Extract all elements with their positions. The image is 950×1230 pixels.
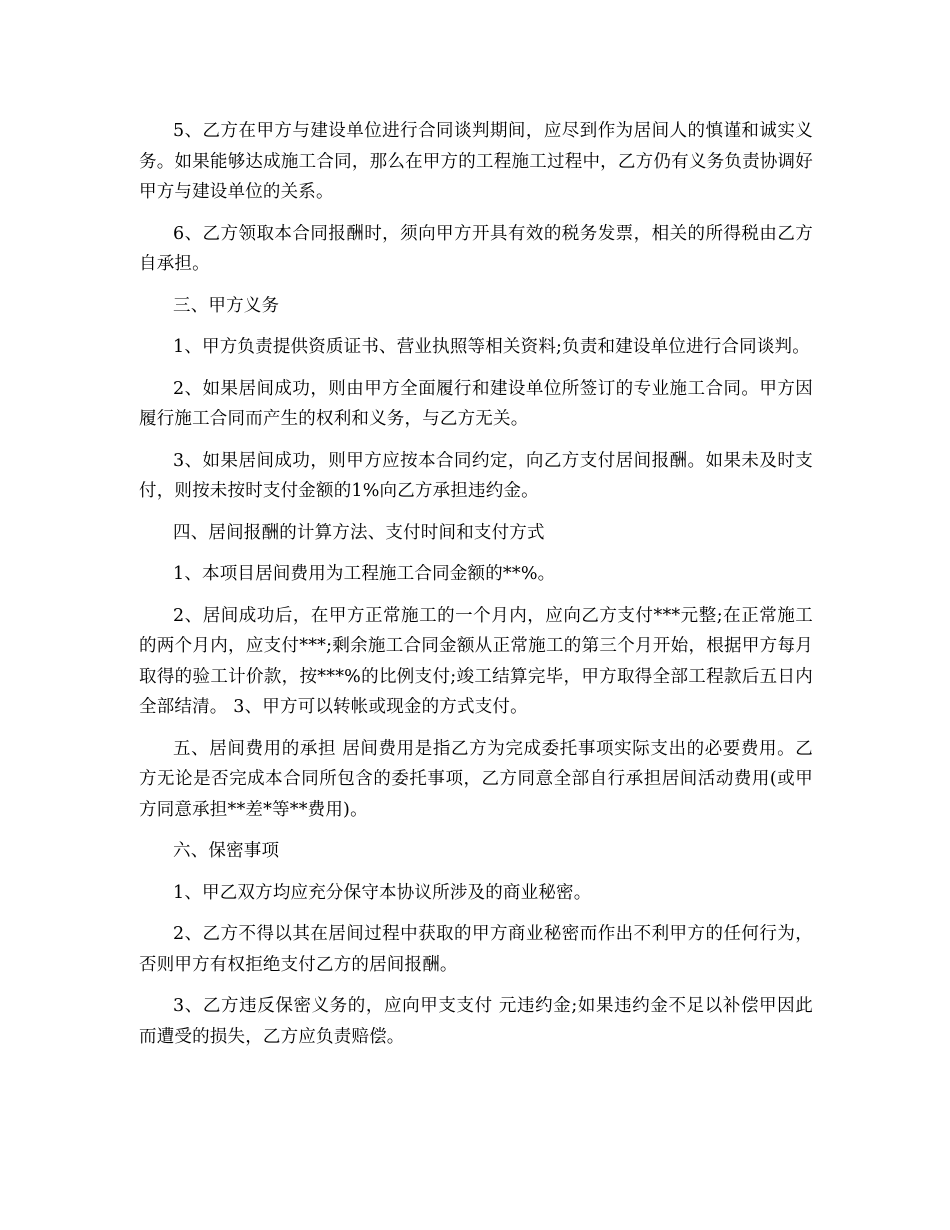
paragraph-clause-6-1: 1、甲乙双方均应充分保守本协议所涉及的商业秘密。 <box>173 882 592 903</box>
paragraph-clause-3-1: 1、甲方负责提供资质证书、营业执照等相关资料;负责和建设单位进行合同谈判。 <box>173 337 810 357</box>
paragraph-clause-3-3: 3、如果居间成功，则甲方应按本合同约定，向乙方支付居间报酬。如果未及时支付，则按未按时支付金额的1%向乙方承担违约金。 <box>139 450 813 501</box>
paragraph-section-5: 五、居间费用的承担 居间费用是指乙方为完成委托事项实际支出的必要费用。乙方无论是否完成本合同所包含的委托事项，乙方同意全部自行承担居间活动费用(或甲方同意承担**差*等**费用)。 <box>139 738 813 820</box>
paragraph-clause-6-3: 3、乙方违反保密义务的，应向甲支支付 元违约金;如果违约金不足以补偿甲因此而遭受的损失，乙方应负责赔偿。 <box>139 996 813 1047</box>
paragraph-clause-3-2: 2、如果居间成功，则由甲方全面履行和建设单位所签订的专业施工合同。甲方因履行施工合同而产生的权利和义务，与乙方无关。 <box>139 378 813 429</box>
section-heading-6: 六、保密事项 <box>173 841 280 861</box>
document-page <box>139 116 813 1063</box>
section-heading-4: 四、居间报酬的计算方法、支付时间和支付方式 <box>173 522 545 543</box>
section-heading-3: 三、甲方义务 <box>173 295 280 316</box>
paragraph-clause-4-2: 2、居间成功后，在甲方正常施工的一个月内，应向乙方支付***元整;在正常施工的两个月内，应支付***;剩余施工合同金额从正常施工的第三个月开始，根据甲方每月取得的验工计价款，按***%的比例支付;竣工结算完毕，甲方取得全部工程款后五日内全部结清。 3、甲方可以转帐或现金的方式支付。 <box>139 605 813 717</box>
paragraph-clause-6-2: 2、乙方不得以其在居间过程中获取的甲方商业秘密而作出不利甲方的任何行为，否则甲方有权拒绝支付乙方的居间报酬。 <box>139 924 813 975</box>
paragraph-clause-6: 6、乙方领取本合同报酬时，须向甲方开具有效的税务发票，相关的所得税由乙方自承担。 <box>139 223 813 274</box>
paragraph-clause-5: 5、乙方在甲方与建设单位进行合同谈判期间，应尽到作为居间人的慎谨和诚实义务。如果能够达成施工合同，那么在甲方的工程施工过程中，乙方仍有义务负责协调好甲方与建设单位的关系。 <box>139 121 813 202</box>
paragraph-clause-4-1: 1、本项目居间费用为工程施工合同金额的**%。 <box>173 564 556 584</box>
